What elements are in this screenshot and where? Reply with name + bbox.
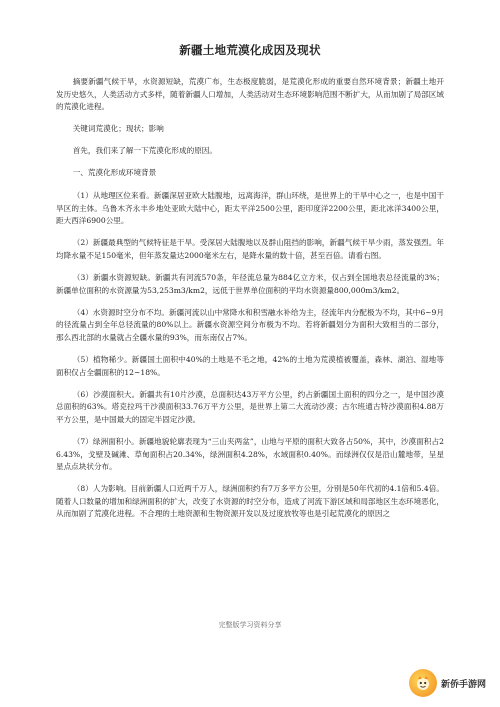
body-paragraph-1: （1）从地理区位来看。新疆深居亚欧大陆腹地，远离海洋，群山环绕，是世界上的干旱中心之一，也是中国干旱区的主体。乌鲁木齐永丰乡地处亚欧大陆中心，距太平洋2500公里，距印度洋2200公里，距北冰洋3400公里，距大西洋6900公里。 — [56, 191, 444, 226]
body-paragraph-8: （8）人为影响。目前新疆人口近两千万人，绿洲面积约有7万多平方公里，分别是50年代初的4.1倍和5.4倍。随着人口数量的增加和绿洲面积的扩大，改变了水资源的时空分布，造成了河流下游区域和局部地区生态环境恶化，从而加剧了荒漠化进程。不合理的土地资源和生物资源开发以及过度放牧等也是引起荒漠化的原因之 — [56, 484, 444, 519]
body-paragraph-4: （4）水资源时空分布不均。新疆河流以山中常降水和积雪融水补给为主，径流年内分配极为不均，其中6~9月的径流量占到全年总径流量的80%以上。新疆水资源空间分布极为不均。若将新疆划分为面积大致相当的二部分，那么西北部的水量就占全疆水量的93%，而东南仅占7%。 — [56, 307, 444, 342]
keywords-paragraph: 关键词荒漠化；现状；影响 — [72, 124, 164, 134]
body-paragraph-5: （5）植物稀少。新疆国土面积中40%的土地是不毛之地，42%的土地为荒漠植被覆盖，森林、湖泊、湿地等面积仅占全疆面积的12~18%。 — [56, 355, 444, 377]
body-paragraph-6: （6）沙漠面积大。新疆共有10片沙漠，总面积达43万平方公里，约占新疆国土面积的四分之一，是中国沙漠总面积的63%。塔克拉玛干沙漠面积33.76万平方公里，是世界上第二大流动沙漠；古尔班通古特沙漠面积4.88万平方公里，是中国最大的固定半固定沙漠。 — [56, 389, 444, 424]
body-paragraph-3: （3）新疆水资源短缺。新疆共有河流570条，年径流总量为884亿立方米，仅占到全国地表总径流量的3%；新疆单位面积的水资源量为53,253m3/km2，远低于世界单位面积的平均水资源量800,000m3/km2。 — [56, 273, 444, 295]
body-paragraph-7: （7）绿洲面积小。新疆地貌轮廓表现为“三山夹两盆”，山地与平原的面积大致各占50%，其中，沙漠面积占26.43%，戈壁及碱滩、草甸面积占20.34%，绿洲面积4.28%，水域面积0.40%。而绿洲仅仅是沿山麓地带，呈星星点点块状分布。 — [56, 436, 444, 472]
abstract-paragraph: 摘要新疆气候干旱，水资源短缺，荒漠广布，生态极度脆弱，是荒漠化形成的重要自然环境背景；新疆土地开发历史悠久，人类活动方式多样，随着新疆人口增加，人类活动对生态环境影响范围不断扩大，从而加剧了局部区域的荒漠化进程。 — [56, 77, 444, 112]
mascot-logo-icon — [409, 669, 437, 697]
watermark-text: 新侨手游网 — [440, 679, 486, 690]
page-footer: 完整版学习资料分享 — [218, 621, 282, 629]
section-heading: 一、荒漠化形成环境背景 — [72, 168, 157, 178]
watermark-badge — [407, 667, 492, 699]
intro-paragraph: 首先，我们来了解一下荒漠化形成的原因。 — [72, 146, 217, 156]
body-paragraph-2: （2）新疆最典型的气候特征是干旱。受深居大陆腹地以及群山阻挡的影响，新疆气候干旱少雨，蒸发强烈。年均降水量不足150毫米，但年蒸发量达2000毫米左右，是降水量的数十倍，甚至百倍。请看右图。 — [56, 238, 444, 260]
document-title: 新疆土地荒漠化成因及现状 — [179, 43, 321, 57]
